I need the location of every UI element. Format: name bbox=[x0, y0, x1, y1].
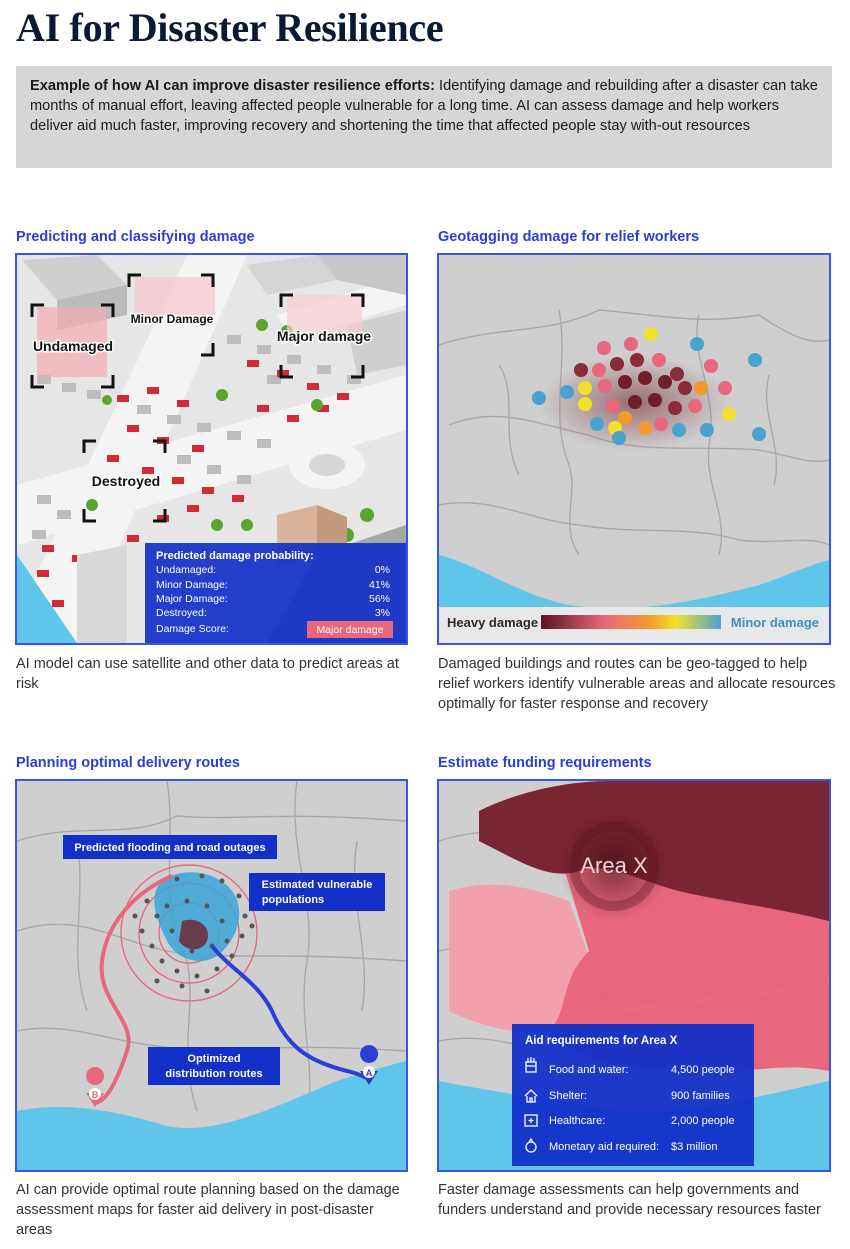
map-pin-icon bbox=[638, 421, 652, 435]
prob-row-value: 41% bbox=[368, 579, 390, 591]
legend-heavy-damage: Heavy damage bbox=[447, 615, 539, 630]
map-pin-icon bbox=[722, 407, 736, 421]
funding-panel bbox=[437, 779, 831, 1172]
map-pin-icon bbox=[638, 371, 652, 385]
map-pin-icon bbox=[532, 391, 546, 405]
geotag-panel bbox=[437, 253, 831, 645]
aid-row-label: Shelter: bbox=[549, 1090, 587, 1102]
map-pin-icon bbox=[670, 367, 684, 381]
map-pin-icon bbox=[648, 393, 662, 407]
map-pin-icon bbox=[597, 341, 611, 355]
map-pin-icon bbox=[672, 423, 686, 437]
map-pin-icon bbox=[752, 427, 766, 441]
map-pin-icon bbox=[654, 417, 668, 431]
map-pin-icon bbox=[612, 431, 626, 445]
map-pin-icon bbox=[668, 401, 682, 415]
isometric-city-map bbox=[17, 255, 406, 643]
marker-a-icon bbox=[360, 1045, 378, 1063]
map-pin-icon bbox=[618, 375, 632, 389]
map-pin-icon bbox=[598, 379, 612, 393]
prob-row-value: 3% bbox=[374, 607, 390, 619]
map-pin-icon bbox=[610, 357, 624, 371]
damage-score-value: Major damage bbox=[316, 624, 384, 636]
flood-label: Predicted flooding and road outages bbox=[74, 842, 266, 854]
routes-caption: AI can provide optimal route planning based on the damage assessment maps for faster aid delivery in post-disaster areas bbox=[16, 1182, 400, 1238]
map-pin-icon bbox=[578, 381, 592, 395]
prob-row-label: Destroyed: bbox=[156, 607, 207, 619]
route-label-2: distribution routes bbox=[165, 1068, 263, 1080]
aid-row-value: 900 families bbox=[671, 1090, 730, 1102]
funding-panel-title: Estimate funding requirements bbox=[438, 755, 652, 771]
map-pin-icon bbox=[700, 423, 714, 437]
prob-row-label: Minor Damage: bbox=[156, 579, 228, 591]
map-pin-icon bbox=[644, 327, 658, 341]
routes-panel-title: Planning optimal delivery routes bbox=[16, 755, 240, 771]
map-pin-icon bbox=[694, 381, 708, 395]
map-pin-icon bbox=[590, 417, 604, 431]
funding-caption: Faster damage assessments can help governments and funders understand and provide necessary resources faster bbox=[438, 1182, 821, 1218]
map-pin-icon bbox=[592, 363, 606, 377]
predict-panel-title: Predicting and classifying damage bbox=[16, 229, 255, 245]
aid-row-value: $3 million bbox=[671, 1141, 718, 1153]
map-pin-icon bbox=[658, 375, 672, 389]
routes-panel bbox=[15, 779, 408, 1172]
aid-row-value: 4,500 people bbox=[671, 1064, 735, 1076]
page-title: AI for Disaster Resilience bbox=[16, 5, 444, 50]
intro-text: Identifying damage and rebuilding after a disaster can take months of manual effort, leaving affected people vulnerable for a long time. AI can assess damage and help workers deliver aid much faster, improving recovery and shortening the time that affected people stay with-out resources bbox=[30, 78, 818, 134]
marker-a-label: A bbox=[365, 1068, 373, 1078]
geotag-caption: Damaged buildings and routes can be geo-tagged to help relief workers identify vulnerable areas and allocate resources optimally for faster response and recovery bbox=[438, 656, 836, 712]
undamaged-label: Undamaged bbox=[32, 338, 114, 354]
aid-box-title: Aid requirements for Area X bbox=[525, 1035, 678, 1047]
map-pin-icon bbox=[718, 381, 732, 395]
intro-lead: Example of how AI can improve disaster resilience efforts: bbox=[30, 78, 435, 94]
map-pin-icon bbox=[748, 353, 762, 367]
minor-damage-label: Minor Damage bbox=[130, 312, 214, 326]
aid-row-label: Monetary aid required: bbox=[549, 1141, 660, 1153]
area-x-label: Area X bbox=[580, 853, 648, 878]
damage-score-label: Damage Score: bbox=[156, 623, 229, 635]
prob-row-value: 56% bbox=[368, 593, 390, 605]
prob-row-label: Major Damage: bbox=[156, 593, 228, 605]
funding-map bbox=[439, 781, 829, 1170]
map-pin-icon bbox=[628, 395, 642, 409]
map-pin-icon bbox=[704, 359, 718, 373]
probability-heading: Predicted damage probability: bbox=[156, 550, 314, 562]
legend-minor-damage: Minor damage bbox=[730, 615, 819, 630]
geotag-panel-title: Geotagging damage for relief workers bbox=[438, 229, 700, 245]
vulnerable-label-2: populations bbox=[261, 894, 325, 906]
vulnerable-label-1: Estimated vulnerable bbox=[261, 879, 373, 891]
map-pin-icon bbox=[578, 397, 592, 411]
prob-row-value: 0% bbox=[374, 564, 390, 576]
map-pin-icon bbox=[630, 353, 644, 367]
intro-box bbox=[16, 66, 832, 168]
destroyed-label: Destroyed bbox=[91, 473, 161, 489]
predict-caption: AI model can use satellite and other data to predict areas at risk bbox=[16, 656, 399, 692]
map-pin-icon bbox=[574, 363, 588, 377]
aid-row-label: Food and water: bbox=[549, 1064, 629, 1076]
major-damage-label: Major damage bbox=[276, 328, 372, 344]
map-pin-icon bbox=[618, 411, 632, 425]
map-pin-icon bbox=[560, 385, 574, 399]
map-pin-icon bbox=[624, 337, 638, 351]
map-pin-icon bbox=[690, 337, 704, 351]
marker-b-icon bbox=[86, 1067, 104, 1085]
map-pin-icon bbox=[678, 381, 692, 395]
map-pin-icon bbox=[688, 399, 702, 413]
route-label-1: Optimized bbox=[187, 1053, 241, 1065]
map-pin-icon bbox=[606, 399, 620, 413]
geotag-map bbox=[439, 255, 829, 643]
map-pin-icon bbox=[652, 353, 666, 367]
prob-row-label: Undamaged: bbox=[156, 564, 217, 576]
marker-b-label: B bbox=[91, 1090, 99, 1100]
damage-gradient-legend bbox=[541, 615, 721, 629]
route-map bbox=[17, 781, 406, 1170]
aid-row-value: 2,000 people bbox=[671, 1115, 735, 1127]
predict-panel bbox=[15, 253, 408, 645]
aid-row-label: Healthcare: bbox=[549, 1115, 606, 1127]
